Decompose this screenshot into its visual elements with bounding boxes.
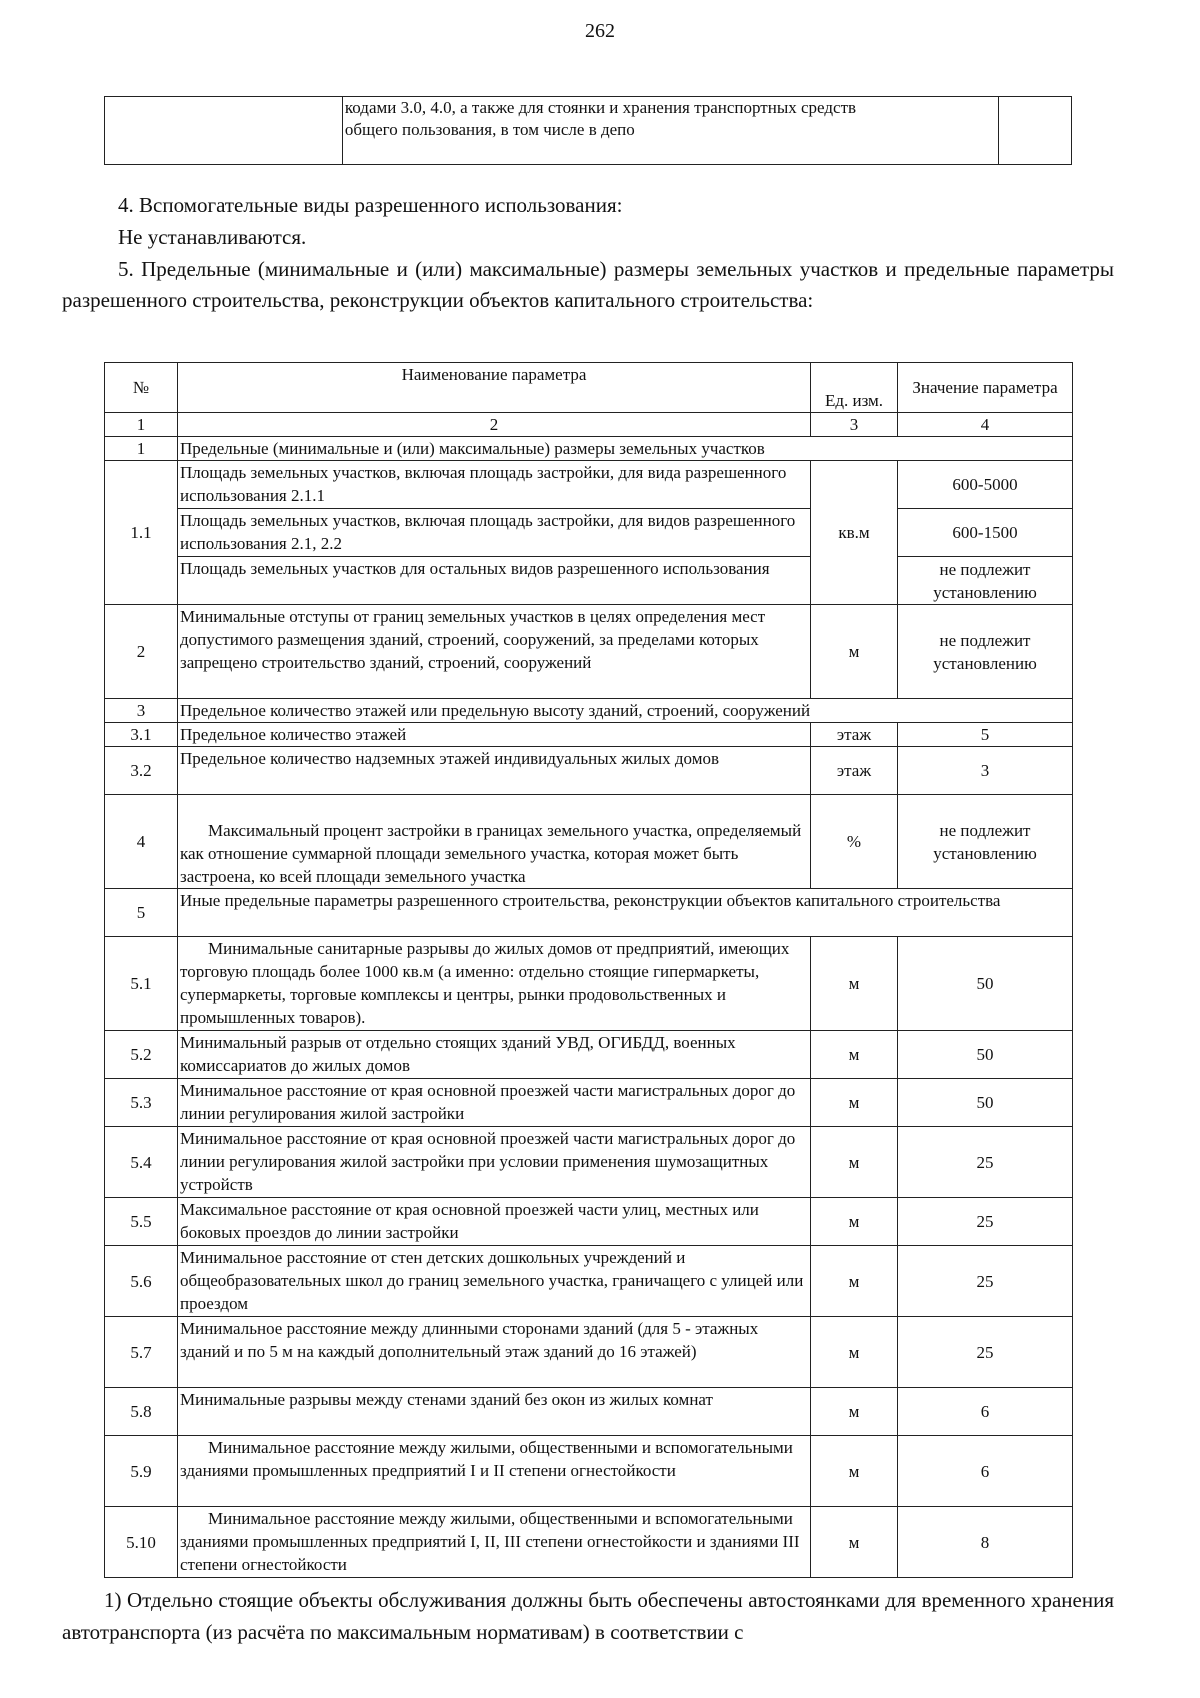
row-value: не подлежит установлению bbox=[898, 557, 1073, 605]
row-name: Минимальный разрыв от отдельно стоящих зданий УВД, ОГИБДД, военных комиссариатов до жилых домов bbox=[178, 1031, 811, 1079]
header-unit: Ед. изм. bbox=[811, 363, 898, 413]
row-name: Иные предельные параметры разрешенного строительства, реконструкции объектов капитального строительства bbox=[178, 889, 1073, 937]
row-num: 5.4 bbox=[105, 1127, 178, 1198]
row-value: 50 bbox=[898, 937, 1073, 1031]
row-value: 600-5000 bbox=[898, 461, 1073, 509]
continuation-line-1: кодами 3.0, 4.0, а также для стоянки и хранения транспортных средств bbox=[344, 98, 857, 117]
row-num: 5.2 bbox=[105, 1031, 178, 1079]
row-name: Предельное количество этажей или предельную высоту зданий, строений, сооружений bbox=[178, 699, 1073, 723]
row-unit: % bbox=[811, 795, 898, 889]
row-value: 6 bbox=[898, 1436, 1073, 1507]
row-num: 3.2 bbox=[105, 747, 178, 795]
row-unit: кв.м bbox=[811, 461, 898, 605]
row-value: 50 bbox=[898, 1079, 1073, 1127]
table-row bbox=[105, 1079, 1073, 1127]
section-4-text: Не устанавливаются. bbox=[118, 225, 307, 249]
row-value: 600-1500 bbox=[898, 509, 1073, 557]
row-value: не подлежит установлению bbox=[898, 795, 1073, 889]
row-num: 5.6 bbox=[105, 1246, 178, 1317]
table-row bbox=[105, 1031, 1073, 1079]
table-row bbox=[105, 1246, 1073, 1317]
col-number: 4 bbox=[898, 413, 1073, 437]
row-value: 6 bbox=[898, 1388, 1073, 1436]
row-unit: м bbox=[811, 1079, 898, 1127]
row-value: 5 bbox=[898, 723, 1073, 747]
continuation-text bbox=[342, 97, 998, 165]
row-num: 5.5 bbox=[105, 1198, 178, 1246]
table-row bbox=[105, 1436, 1073, 1507]
table-row bbox=[105, 937, 1073, 1031]
row-value: 8 bbox=[898, 1507, 1073, 1578]
table-row bbox=[105, 699, 1073, 723]
column-number-row bbox=[105, 413, 1073, 437]
row-name: Площадь земельных участков для остальных видов разрешенного использования bbox=[178, 557, 811, 605]
row-unit: м bbox=[811, 1317, 898, 1388]
row-name: Предельное количество этажей bbox=[178, 723, 811, 747]
continuation-line-2: общего пользования, в том числе в депо bbox=[344, 120, 635, 139]
row-num: 5.7 bbox=[105, 1317, 178, 1388]
row-unit: м bbox=[811, 605, 898, 699]
row-value: 3 bbox=[898, 747, 1073, 795]
table-row bbox=[105, 747, 1073, 795]
header-value: Значение параметра bbox=[898, 363, 1073, 413]
row-name: Минимальное расстояние от края основной проезжей части магистральных дорог до линии регулирования жилой застройки при условии применения шумозащитных устройств bbox=[178, 1127, 811, 1198]
row-num: 5.10 bbox=[105, 1507, 178, 1578]
row-num: 5.1 bbox=[105, 937, 178, 1031]
row-value: 50 bbox=[898, 1031, 1073, 1079]
table-row bbox=[105, 1388, 1073, 1436]
table-row bbox=[105, 1127, 1073, 1198]
row-num: 1.1 bbox=[105, 461, 178, 605]
row-num: 5.3 bbox=[105, 1079, 178, 1127]
table-row bbox=[105, 723, 1073, 747]
row-unit: м bbox=[811, 1436, 898, 1507]
row-num: 3.1 bbox=[105, 723, 178, 747]
row-name: Минимальные санитарные разрывы до жилых домов от предприятий, имеющих торговую площадь более 1000 кв.м (а именно: отдельно стоящие гипермаркеты, супермаркеты, торговые комплексы и центры, рынки продовольственных и промышленных товаров). bbox=[178, 937, 811, 1031]
header-name: Наименование параметра bbox=[178, 363, 811, 413]
row-name: Минимальное расстояние между длинными сторонами зданий (для 5 - этажных зданий и по 5 м на каждый дополнительный этаж зданий до 16 этажей) bbox=[178, 1317, 811, 1388]
row-num: 4 bbox=[105, 795, 178, 889]
row-value: 25 bbox=[898, 1198, 1073, 1246]
row-name: Предельные (минимальные и (или) максимальные) размеры земельных участков bbox=[178, 437, 1073, 461]
table-row bbox=[105, 557, 1073, 605]
col-number: 3 bbox=[811, 413, 898, 437]
section-4-heading: 4. Вспомогательные виды разрешенного использования: bbox=[118, 193, 623, 217]
table-row bbox=[105, 1317, 1073, 1388]
row-num: 1 bbox=[105, 437, 178, 461]
table-row bbox=[105, 795, 1073, 889]
table-row bbox=[105, 889, 1073, 937]
table-row bbox=[105, 1507, 1073, 1578]
row-unit: м bbox=[811, 1246, 898, 1317]
row-value: 25 bbox=[898, 1246, 1073, 1317]
empty-cell bbox=[999, 97, 1072, 165]
col-number: 1 bbox=[105, 413, 178, 437]
row-name: Минимальное расстояние от стен детских дошкольных учреждений и общеобразовательных школ до границ земельного участка, граничащего с улицей или проездом bbox=[178, 1246, 811, 1317]
row-num: 5 bbox=[105, 889, 178, 937]
row-value: не подлежит установлению bbox=[898, 605, 1073, 699]
row-name: Минимальное расстояние от края основной проезжей части магистральных дорог до линии регулирования жилой застройки bbox=[178, 1079, 811, 1127]
row-num: 2 bbox=[105, 605, 178, 699]
row-unit: этаж bbox=[811, 723, 898, 747]
row-name: Максимальное расстояние от края основной проезжей части улиц, местных или боковых проездов до линии застройки bbox=[178, 1198, 811, 1246]
row-unit: м bbox=[811, 1507, 898, 1578]
row-num: 3 bbox=[105, 699, 178, 723]
row-unit: этаж bbox=[811, 747, 898, 795]
row-name: Минимальные разрывы между стенами зданий без окон из жилых комнат bbox=[178, 1388, 811, 1436]
row-name: Минимальные отступы от границ земельных участков в целях определения мест допустимого размещения зданий, строений, сооружений, за пределами которых запрещено строительство зданий, строений, сооружений bbox=[178, 605, 811, 699]
continuation-table bbox=[104, 96, 1072, 165]
row-unit: м bbox=[811, 1031, 898, 1079]
row-unit: м bbox=[811, 1198, 898, 1246]
row-num: 5.9 bbox=[105, 1436, 178, 1507]
row-name: Минимальное расстояние между жилыми, общественными и вспомогательными зданиями промышленных предприятий I, II, III степени огнестойкости и зданиями III степени огнестойкости bbox=[178, 1507, 811, 1578]
row-name: Предельное количество надземных этажей индивидуальных жилых домов bbox=[178, 747, 811, 795]
row-unit: м bbox=[811, 1388, 898, 1436]
table-row bbox=[105, 1198, 1073, 1246]
row-name: Минимальное расстояние между жилыми, общественными и вспомогательными зданиями промышленных предприятий I и II степени огнестойкости bbox=[178, 1436, 811, 1507]
table-row bbox=[105, 437, 1073, 461]
table-row bbox=[105, 461, 1073, 509]
row-value: 25 bbox=[898, 1317, 1073, 1388]
row-name: Максимальный процент застройки в границах земельного участка, определяемый как отношение суммарной площади земельного участка, которая может быть застроена, ко всей площади земельного участка bbox=[178, 795, 811, 889]
section-5-heading: 5. Предельные (минимальные и (или) максимальные) размеры земельных участков и предельные параметры разрешенного строительства, реконструкции объектов капитального строительства: bbox=[62, 257, 1114, 312]
header-row bbox=[105, 363, 1073, 413]
table-row bbox=[105, 509, 1073, 557]
row-name: Площадь земельных участков, включая площадь застройки, для видов разрешенного использования 2.1, 2.2 bbox=[178, 509, 811, 557]
table-row bbox=[105, 605, 1073, 699]
parameters-table bbox=[104, 362, 1073, 1578]
empty-cell bbox=[105, 97, 343, 165]
row-num: 5.8 bbox=[105, 1388, 178, 1436]
row-unit: м bbox=[811, 937, 898, 1031]
header-num: № bbox=[105, 363, 178, 413]
row-name: Площадь земельных участков, включая площадь застройки, для вида разрешенного использования 2.1.1 bbox=[178, 461, 811, 509]
col-number: 2 bbox=[178, 413, 811, 437]
row-value: 25 bbox=[898, 1127, 1073, 1198]
page-number: 262 bbox=[585, 20, 615, 42]
row-unit: м bbox=[811, 1127, 898, 1198]
footnote-paragraph: 1) Отдельно стоящие объекты обслуживания должны быть обеспечены автостоянками для временного хранения автотранспорта (из расчёта по максимальным нормативам) в соответствии с bbox=[62, 1588, 1114, 1644]
